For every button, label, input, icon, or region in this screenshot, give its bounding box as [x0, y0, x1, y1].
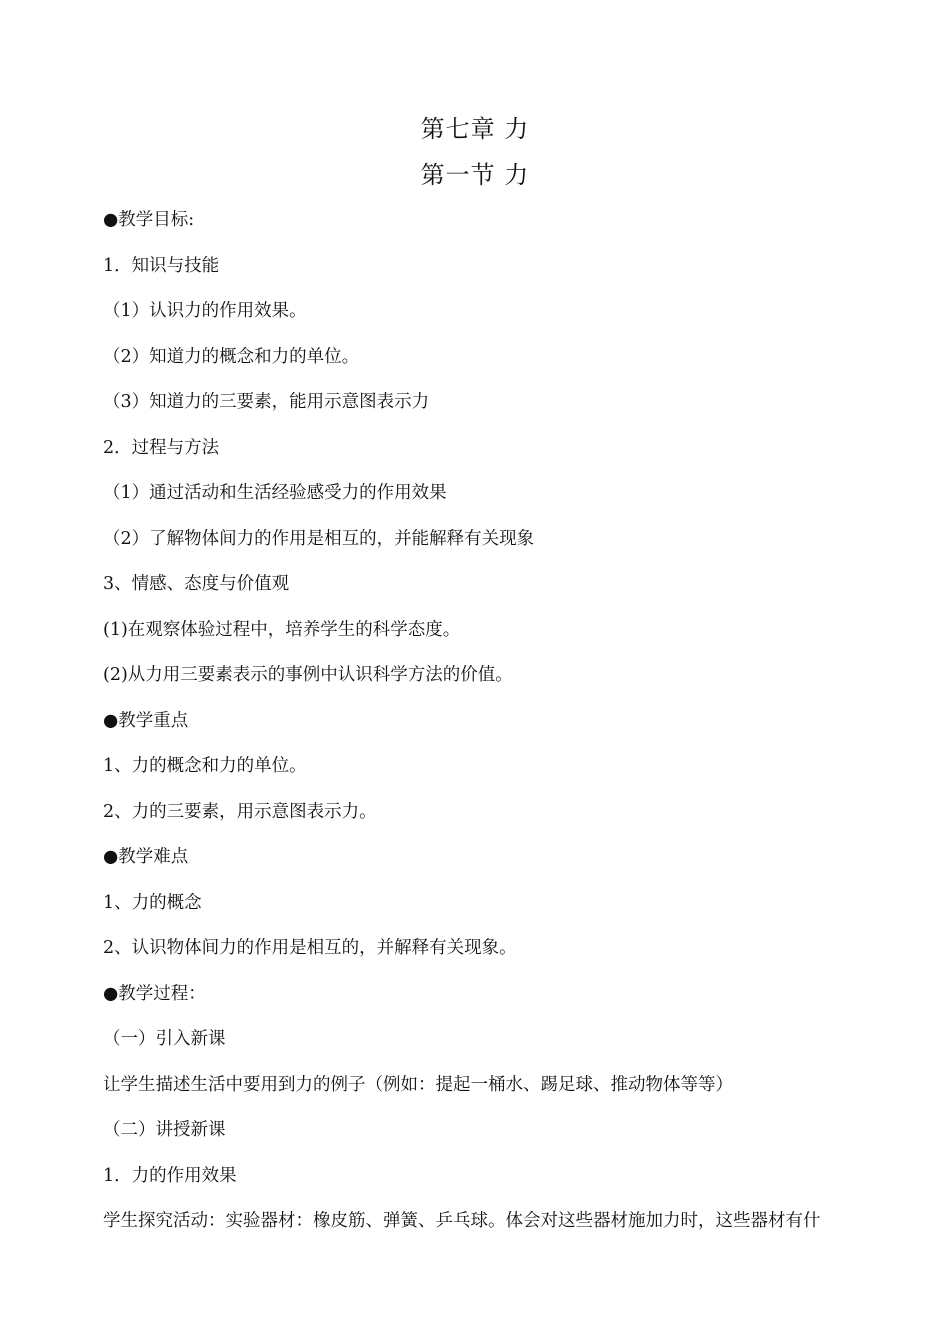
- paragraph: 2、力的三要素，用示意图表示力。: [103, 801, 377, 822]
- heading-teaching-difficulty: ●教学难点: [103, 847, 189, 867]
- paragraph: （2）知道力的概念和力的单位。: [103, 346, 360, 367]
- heading-teaching-objectives: ●教学目标:: [103, 210, 195, 230]
- subheading-values: 3、情感、态度与价值观: [103, 574, 290, 594]
- paragraph: (2)从力用三要素表示的事例中认识科学方法的价值。: [103, 665, 513, 685]
- paragraph: 学生探究活动：实验器材：橡皮筋、弹簧、乒乓球。体会对这些器材施加力时，这些器材有什: [103, 1211, 821, 1231]
- subheading-process-methods: 2．过程与方法: [103, 437, 220, 458]
- paragraph: （3）知道力的三要素，能用示意图表示力: [103, 392, 430, 412]
- heading-teaching-focus: ●教学重点: [103, 710, 189, 731]
- subheading-force-effects: 1．力的作用效果: [103, 1165, 237, 1186]
- chapter-title: 第七章 力: [420, 115, 530, 143]
- paragraph: （1）认识力的作用效果。: [103, 301, 307, 321]
- paragraph: （1）通过活动和生活经验感受力的作用效果: [103, 483, 447, 503]
- section-title: 第一节 力: [420, 161, 530, 189]
- paragraph: 1、力的概念和力的单位。: [103, 756, 307, 776]
- heading-teaching-process: ●教学过程：: [103, 983, 206, 1004]
- document-body: [103, 205, 863, 1252]
- paragraph: (1)在观察体验过程中，培养学生的科学态度。: [103, 619, 461, 640]
- subheading-new-lesson: （二）讲授新课: [103, 1120, 226, 1140]
- subheading-introduction: （一）引入新课: [103, 1029, 226, 1049]
- paragraph: 2、认识物体间力的作用是相互的，并解释有关现象。: [103, 938, 517, 958]
- paragraph: 让学生描述生活中要用到力的例子（例如：提起一桶水、踢足球、推动物体等等）: [103, 1074, 733, 1095]
- paragraph: 1、力的概念: [103, 892, 202, 913]
- paragraph: （2）了解物体间力的作用是相互的，并能解释有关现象: [103, 528, 535, 549]
- subheading-knowledge-skills: 1．知识与技能: [103, 255, 220, 276]
